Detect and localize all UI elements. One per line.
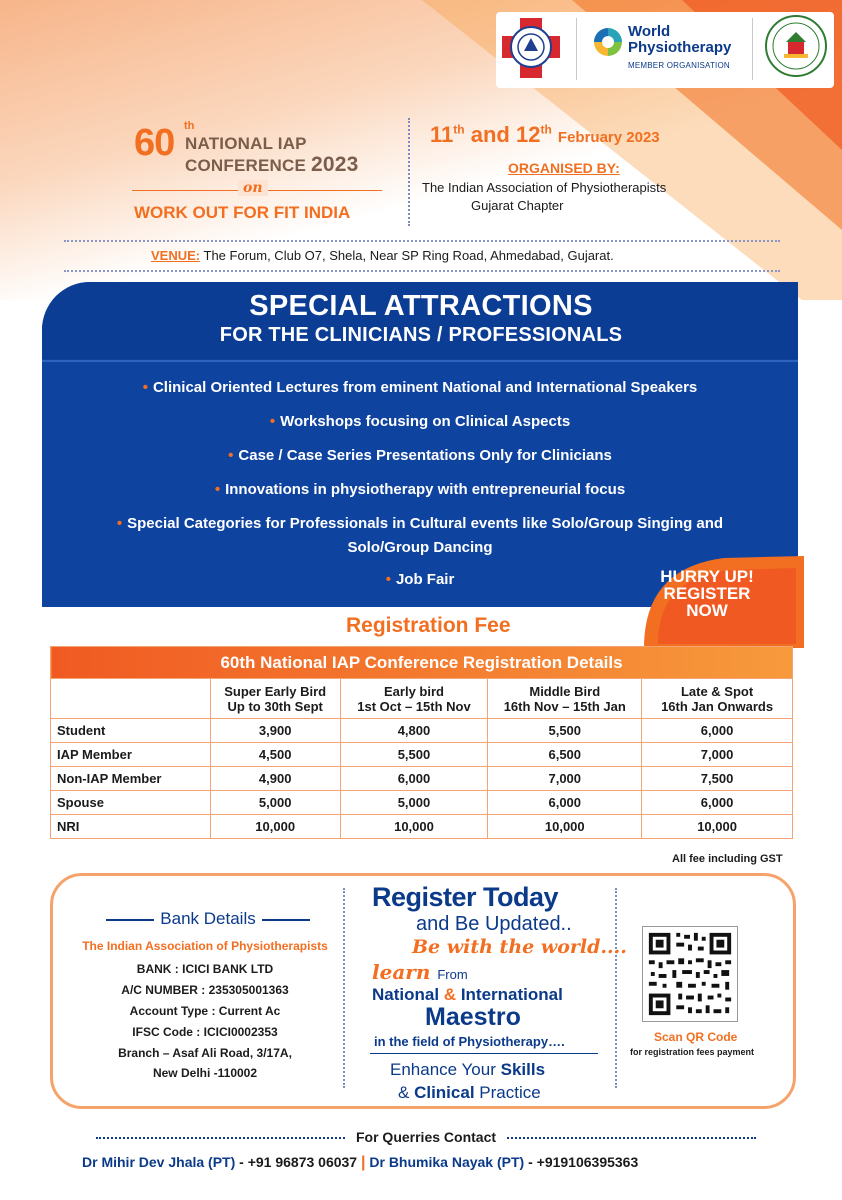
row-label: IAP Member: [51, 743, 211, 767]
list-item-continuation: Solo/Group Dancing: [347, 539, 493, 556]
promo-learn: learn From: [372, 960, 468, 984]
organiser-line2: Gujarat Chapter: [471, 198, 564, 213]
venue-bottom-rule: [64, 270, 780, 272]
row-label: Spouse: [51, 791, 211, 815]
attractions-subtitle: FOR THE CLINICIANS / PROFESSIONALS: [219, 324, 623, 346]
promo-national-international: National & International: [372, 985, 563, 1004]
qr-label: Scan QR Code: [654, 1030, 738, 1044]
column-header: Early bird 1st Oct – 15th Nov: [340, 679, 488, 719]
row-label: Student: [51, 719, 211, 743]
logo-separator: [576, 18, 577, 80]
contact-line: [82, 1154, 638, 1172]
list-item: • Special Categories for Professionals in Cultural events like Solo/Group Singing and: [116, 515, 724, 532]
fee-cell: 4,800: [340, 719, 488, 743]
tagline-on: on: [238, 180, 268, 196]
world-physiotherapy-icon: [592, 26, 624, 58]
table-corner: [51, 679, 211, 719]
fee-cell: 10,000: [488, 815, 642, 839]
hurry-line2: REGISTER: [663, 584, 751, 603]
conference-title-word: CONFERENCE: [185, 156, 307, 175]
fee-cell: 6,000: [642, 791, 793, 815]
fee-cell: 5,000: [210, 791, 340, 815]
conference-title-line1: NATIONAL IAP: [185, 134, 307, 153]
fee-cell: 4,900: [210, 767, 340, 791]
conference-tagline: WORK OUT FOR FIT INDIA: [134, 203, 351, 222]
bank-account-name: The Indian Association of Physiotherapists: [82, 939, 328, 953]
conference-number: 60: [134, 122, 175, 164]
hurry-register-now[interactable]: [642, 568, 772, 619]
gst-note: All fee including GST: [672, 853, 783, 865]
venue-top-rule: [64, 240, 780, 242]
info-divider: [615, 888, 617, 1088]
list-item: • Workshops focusing on Clinical Aspects: [269, 413, 571, 430]
list-item: • Case / Case Series Presentations Only for Clinicians: [228, 447, 612, 464]
qr-sublabel: for registration fees payment: [630, 1047, 755, 1057]
table-row: [51, 791, 793, 815]
registration-table: [50, 646, 793, 839]
fee-cell: 5,500: [340, 743, 488, 767]
bank-account-number: A/C NUMBER : 235305001363: [121, 983, 289, 997]
contact-separator: |: [361, 1154, 366, 1171]
column-header: Middle Bird 16th Nov – 15th Jan: [488, 679, 642, 719]
fee-cell: 5,000: [340, 791, 488, 815]
bank-details-title: Bank Details: [88, 909, 328, 929]
list-item: • Innovations in physiotherapy with entrepreneurial focus: [214, 481, 626, 498]
conference-title-line2: [185, 153, 358, 177]
organiser-line1: The Indian Association of Physiotherapists: [422, 180, 667, 195]
day1-suffix: th: [453, 122, 465, 137]
bank-city: New Delhi -110002: [152, 1066, 258, 1080]
bank-name: BANK : ICICI BANK LTD: [136, 962, 274, 976]
world-physiotherapy-title: World Physiotherapy: [628, 23, 732, 56]
promo-field: in the field of Physiotherapy….: [374, 1034, 565, 1049]
table-row: [51, 767, 793, 791]
fee-cell: 3,900: [210, 719, 340, 743]
fee-cell: 6,000: [340, 767, 488, 791]
list-item: • Job Fair: [385, 571, 455, 588]
contact-phone-1[interactable]: - +91 96873 06037: [239, 1154, 358, 1170]
logo-separator: [752, 18, 753, 80]
conference-year: 2023: [310, 153, 359, 176]
table-row: [51, 743, 793, 767]
bank-branch: Branch – Asaf Ali Road, 3/17A,: [118, 1046, 292, 1060]
promo-divider: [370, 1053, 598, 1054]
promo-enhance-skills: Enhance Your Skills: [390, 1060, 546, 1079]
venue-label: VENUE:: [151, 248, 201, 263]
contact-person-1: Dr Mihir Dev Jhala (PT): [82, 1154, 236, 1170]
hurry-line3: NOW: [686, 601, 728, 620]
row-label: NRI: [51, 815, 211, 839]
organised-by-heading: ORGANISED BY:: [508, 160, 620, 176]
month-year: February 2023: [557, 129, 660, 146]
contact-phone-2[interactable]: - +919106395363: [528, 1154, 639, 1170]
contact-person-2: Dr Bhumika Nayak (PT): [369, 1154, 525, 1170]
fee-cell: 7,000: [488, 767, 642, 791]
fee-cell: 6,000: [488, 791, 642, 815]
world-physiotherapy-subtitle: MEMBER ORGANISATION: [628, 61, 730, 70]
promo-register-today: Register Today: [372, 882, 559, 912]
conference-number-suffix: th: [184, 120, 195, 132]
attractions-divider: [42, 360, 798, 362]
promo-clinical-practice: & Clinical Practice: [398, 1083, 541, 1102]
fee-cell: 10,000: [642, 815, 793, 839]
gujarat-chapter-logo-icon: [764, 14, 828, 78]
day2: 12: [515, 122, 541, 147]
header-divider: [408, 118, 410, 226]
fee-cell: 6,000: [642, 719, 793, 743]
list-item: • Clinical Oriented Lectures from eminent National and International Speakers: [142, 379, 698, 396]
day2-suffix: th: [540, 122, 552, 137]
promo-maestro: Maestro: [425, 1003, 521, 1031]
attractions-title: SPECIAL ATTRACTIONS: [249, 290, 593, 322]
fee-cell: 4,500: [210, 743, 340, 767]
fee-cell: 7,500: [642, 767, 793, 791]
bank-ifsc: IFSC Code : ICICI0002353: [132, 1025, 278, 1039]
bank-account-type: Account Type : Current Ac: [129, 1004, 281, 1018]
column-header: Super Early Bird Up to 30th Sept: [210, 679, 340, 719]
fee-cell: 6,500: [488, 743, 642, 767]
date-and: and: [470, 122, 510, 147]
day1: 11: [430, 122, 454, 147]
promo-be-updated: and Be Updated..: [416, 913, 572, 935]
registration-fee-heading: Registration Fee: [346, 614, 511, 637]
fee-cell: 7,000: [642, 743, 793, 767]
promo-be-with-world: Be with the world....: [412, 936, 627, 958]
fee-cell: 10,000: [210, 815, 340, 839]
column-header: Late & Spot 16th Jan Onwards: [642, 679, 793, 719]
venue: [151, 248, 614, 263]
row-label: Non-IAP Member: [51, 767, 211, 791]
iap-logo-icon: [502, 18, 560, 78]
venue-text: The Forum, Club O7, Shela, Near SP Ring Road, Ahmedabad, Gujarat.: [203, 248, 614, 263]
fee-cell: 10,000: [340, 815, 488, 839]
table-row: [51, 719, 793, 743]
contact-heading: For Querries Contact: [96, 1129, 756, 1145]
qr-code-icon[interactable]: [642, 926, 738, 1022]
hurry-line1: HURRY UP!: [660, 567, 754, 586]
conference-dates: [430, 122, 660, 148]
table-row: [51, 815, 793, 839]
fee-cell: 5,500: [488, 719, 642, 743]
table-title: 60th National IAP Conference Registration Details: [51, 647, 793, 679]
